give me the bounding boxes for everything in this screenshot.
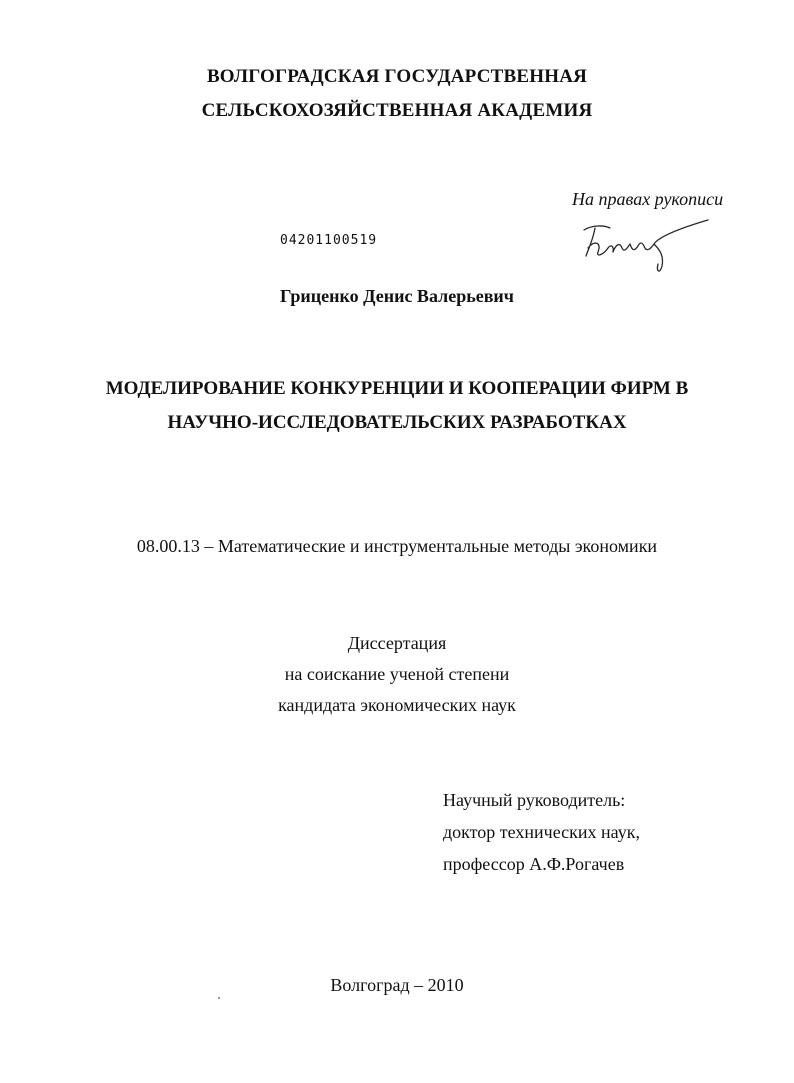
registration-number: 04201100519 [280, 233, 378, 248]
title-line-1: МОДЕЛИРОВАНИЕ КОНКУРЕНЦИИ И КООПЕРАЦИИ ФИРМ В [105, 378, 689, 399]
degree-line-3: кандидата экономических наук [278, 695, 516, 715]
advisor-line-3: профессор А.Ф.Рогачев [443, 854, 625, 874]
institution-line-1: ВОЛГОГРАДСКАЯ ГОСУДАРСТВЕННАЯ [206, 66, 588, 87]
scientific-advisor [443, 784, 640, 880]
author-name: Гриценко Денис Валерьевич [280, 286, 514, 306]
handwritten-signature-icon [578, 216, 718, 278]
dissertation-title [0, 372, 794, 440]
degree-line-1: Диссертация [347, 633, 447, 653]
specialty-code: 08.00.13 – Математические и инструментальные методы экономики [136, 536, 658, 556]
place-and-year: Волгоград – 2010 [330, 975, 464, 995]
advisor-line-2: доктор технических наук, [443, 822, 640, 842]
institution-line-2: СЕЛЬСКОХОЗЯЙСТВЕННАЯ АКАДЕМИЯ [201, 100, 593, 121]
scan-speck [218, 997, 220, 999]
rights-note: На правах рукописи [572, 189, 724, 209]
degree-line-2: на соискание ученой степени [284, 664, 510, 684]
degree-statement [0, 628, 794, 721]
advisor-line-1: Научный руководитель: [443, 790, 626, 810]
title-line-2: НАУЧНО-ИССЛЕДОВАТЕЛЬСКИХ РАЗРАБОТКАХ [167, 412, 627, 433]
institution-name [0, 60, 794, 128]
